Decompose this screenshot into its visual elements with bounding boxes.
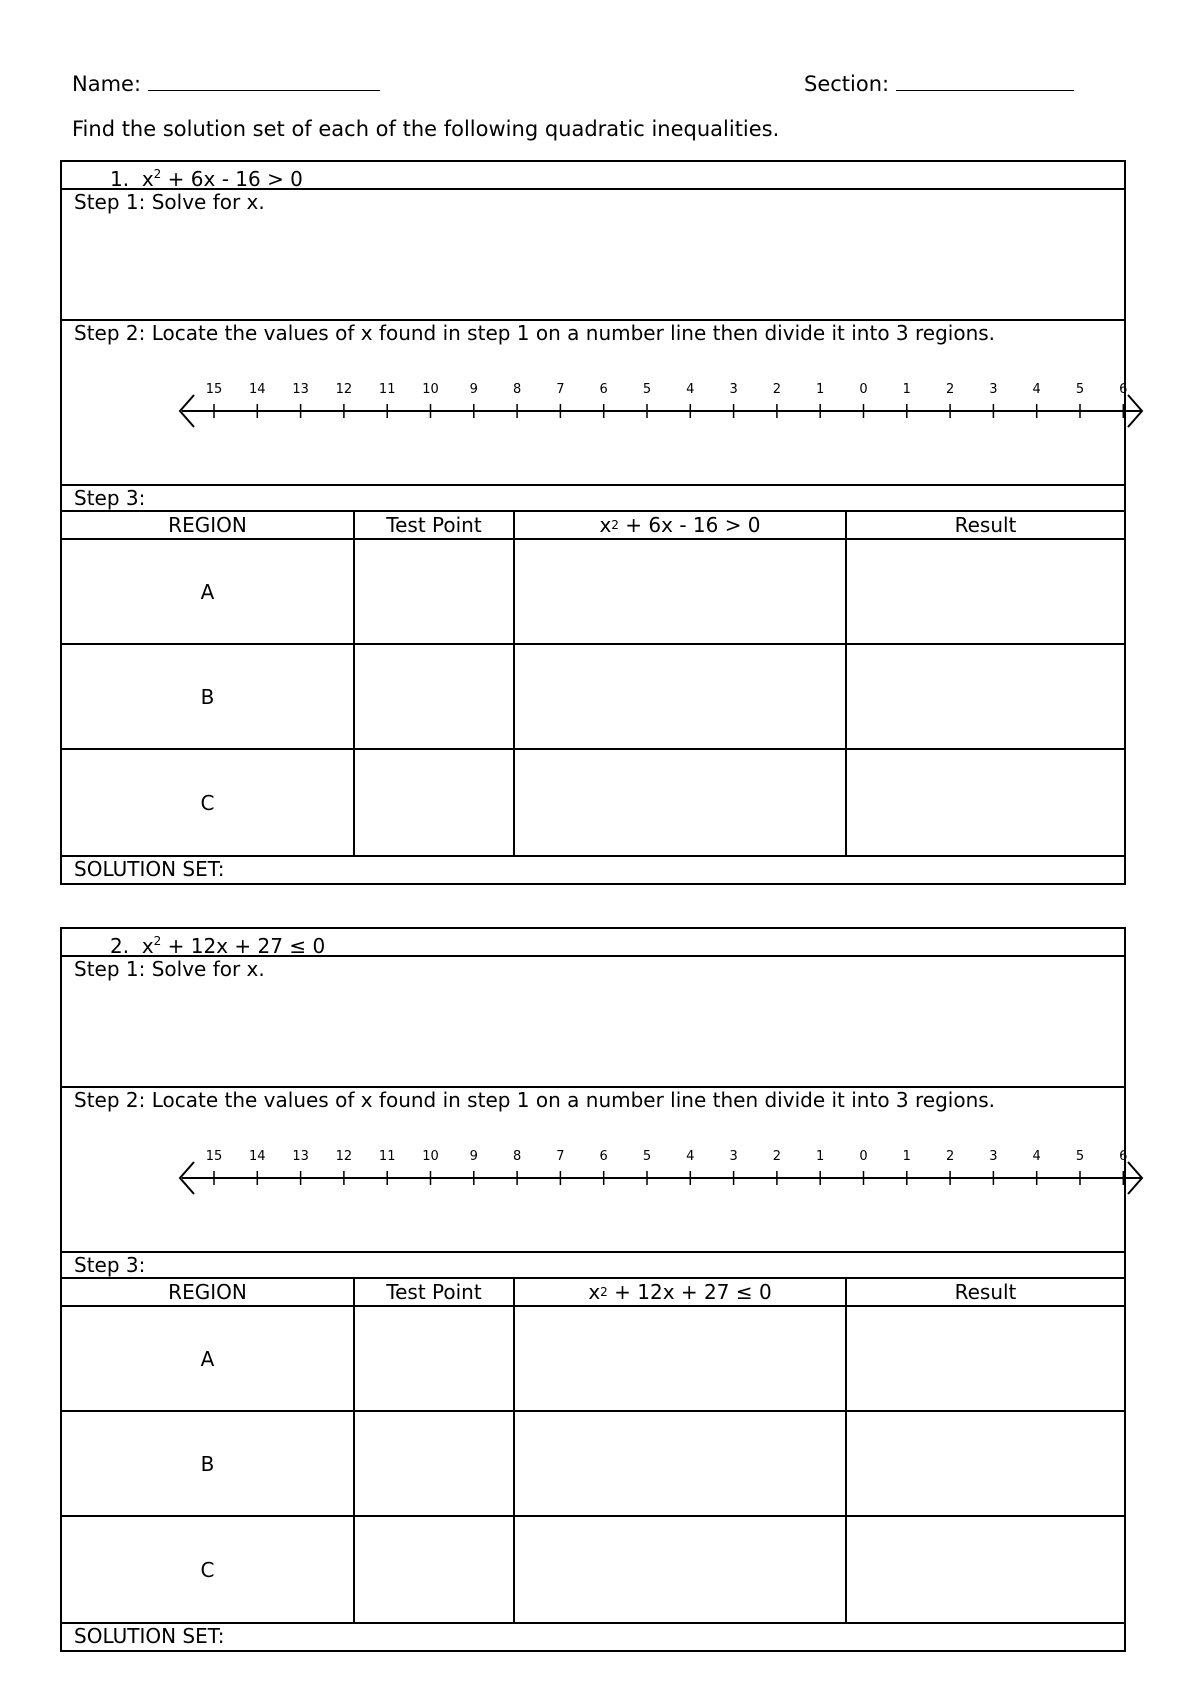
tick-label: 3	[729, 382, 738, 397]
region-a-evaluation[interactable]	[515, 1307, 847, 1412]
tick-label: 5	[642, 1149, 652, 1164]
region-a-result[interactable]	[847, 1307, 1124, 1412]
tick-label: 11	[378, 1149, 396, 1164]
region-b-test-point[interactable]	[355, 1412, 515, 1517]
tick-label: 0	[859, 1149, 868, 1164]
tick-label: 14	[249, 382, 266, 397]
tick-label: 2	[772, 382, 782, 397]
region-b-result[interactable]	[847, 1412, 1124, 1517]
step-3-label: Step 3:	[62, 1253, 1124, 1279]
tick-label: 15	[205, 382, 223, 397]
number-line	[112, 371, 1128, 431]
problem-title	[62, 929, 1124, 957]
tick-label: 1	[816, 382, 825, 397]
tick-label: 5	[1075, 1149, 1085, 1164]
header-result: Result	[847, 1279, 1124, 1307]
inequality: $x^2 + 6x - 16 > 0$	[141, 167, 303, 191]
section-blank[interactable]	[896, 72, 1074, 91]
solution-set-label: SOLUTION SET:	[74, 857, 225, 881]
problem-number: 1.	[110, 167, 130, 191]
region-a-evaluation[interactable]	[515, 540, 847, 645]
tick-label: 1	[902, 382, 911, 397]
tick-label: 6	[1119, 1149, 1128, 1164]
header-inequality: x 2 + 12x + 27 ≤ 0	[515, 1279, 847, 1307]
section-field[interactable]	[804, 72, 1074, 96]
step-2-area	[62, 1088, 1128, 1253]
region-c-result[interactable]	[847, 750, 1124, 855]
tick-label: 5	[1075, 382, 1085, 397]
tick-label: 7	[556, 382, 565, 397]
step-1-label: Step 1: Solve for x.	[74, 957, 265, 981]
tick-label: 11	[378, 382, 396, 397]
tick-label: 3	[729, 1149, 738, 1164]
tick-label: 6	[1119, 382, 1128, 397]
tick-label: 1	[816, 1149, 825, 1164]
header-region: REGION	[62, 1279, 355, 1307]
region-b-result[interactable]	[847, 645, 1124, 750]
region-c-result[interactable]	[847, 1517, 1124, 1622]
region-b-evaluation[interactable]	[515, 1412, 847, 1517]
region-a-label: A	[62, 1307, 355, 1412]
tick-label: 10	[422, 382, 439, 397]
tick-label: 14	[249, 1149, 266, 1164]
tick-label: 8	[512, 382, 522, 397]
header-inequality: x 2 + 6x - 16 > 0	[515, 512, 847, 540]
region-c-label: C	[62, 1517, 355, 1622]
tick-label: 12	[335, 1149, 353, 1164]
instructions: Find the solution set of each of the following quadratic inequalities.	[72, 117, 780, 141]
tick-label: 4	[1032, 1149, 1041, 1164]
region-b-label: B	[62, 1412, 355, 1517]
region-table	[62, 1279, 1124, 1624]
region-c-evaluation[interactable]	[515, 1517, 847, 1622]
step-1-area[interactable]	[62, 190, 1124, 321]
tick-label: 9	[469, 1149, 478, 1164]
header-test-point: Test Point	[355, 512, 515, 540]
tick-label: 5	[642, 382, 652, 397]
region-c-test-point[interactable]	[355, 750, 515, 855]
tick-label: 4	[686, 1149, 695, 1164]
header-region: REGION	[62, 512, 355, 540]
problem-2	[60, 927, 1126, 1652]
name-field[interactable]	[72, 72, 380, 96]
step-2-label: Step 2: Locate the values of x found in step 1 on a number line then divide it into 3 regions.	[74, 1088, 996, 1112]
region-b-test-point[interactable]	[355, 645, 515, 750]
region-b-label: B	[62, 645, 355, 750]
region-c-evaluation[interactable]	[515, 750, 847, 855]
tick-label: 13	[292, 382, 309, 397]
solution-set-label: SOLUTION SET:	[74, 1624, 225, 1648]
inequality: $x^2 + 12x + 27 \le 0$	[141, 934, 326, 958]
tick-label: 4	[686, 382, 695, 397]
header-test-point: Test Point	[355, 1279, 515, 1307]
region-a-test-point[interactable]	[355, 1307, 515, 1412]
step-2-label: Step 2: Locate the values of x found in step 1 on a number line then divide it into 3 regions.	[74, 321, 996, 345]
tick-label: 10	[422, 1149, 439, 1164]
region-c-label: C	[62, 750, 355, 855]
tick-label: 8	[512, 1149, 522, 1164]
solution-set[interactable]	[62, 857, 1124, 883]
tick-label: 6	[599, 382, 608, 397]
problem-title	[62, 162, 1124, 190]
number-line	[112, 1138, 1128, 1198]
section-label: Section:	[804, 72, 890, 96]
tick-label: 13	[292, 1149, 309, 1164]
problem-1	[60, 160, 1126, 885]
step-2-area	[62, 321, 1128, 486]
header-result: Result	[847, 512, 1124, 540]
step-3-label: Step 3:	[62, 486, 1124, 512]
tick-label: 3	[989, 1149, 998, 1164]
region-c-test-point[interactable]	[355, 1517, 515, 1622]
tick-label: 2	[945, 1149, 955, 1164]
tick-label: 15	[205, 1149, 223, 1164]
problem-number: 2.	[110, 934, 130, 958]
tick-label: 9	[469, 382, 478, 397]
name-label: Name:	[72, 72, 142, 96]
step-1-area[interactable]	[62, 957, 1124, 1088]
solution-set[interactable]	[62, 1624, 1124, 1650]
name-blank[interactable]	[148, 72, 380, 91]
region-table	[62, 512, 1124, 857]
tick-label: 3	[989, 382, 998, 397]
step-1-label: Step 1: Solve for x.	[74, 190, 265, 214]
tick-label: 2	[772, 1149, 782, 1164]
tick-label: 7	[556, 1149, 565, 1164]
region-a-test-point[interactable]	[355, 540, 515, 645]
tick-label: 12	[335, 382, 353, 397]
tick-label: 0	[859, 382, 868, 397]
region-a-label: A	[62, 540, 355, 645]
region-a-result[interactable]	[847, 540, 1124, 645]
tick-label: 6	[599, 1149, 608, 1164]
tick-label: 4	[1032, 382, 1041, 397]
tick-label: 2	[945, 382, 955, 397]
region-b-evaluation[interactable]	[515, 645, 847, 750]
tick-label: 1	[902, 1149, 911, 1164]
